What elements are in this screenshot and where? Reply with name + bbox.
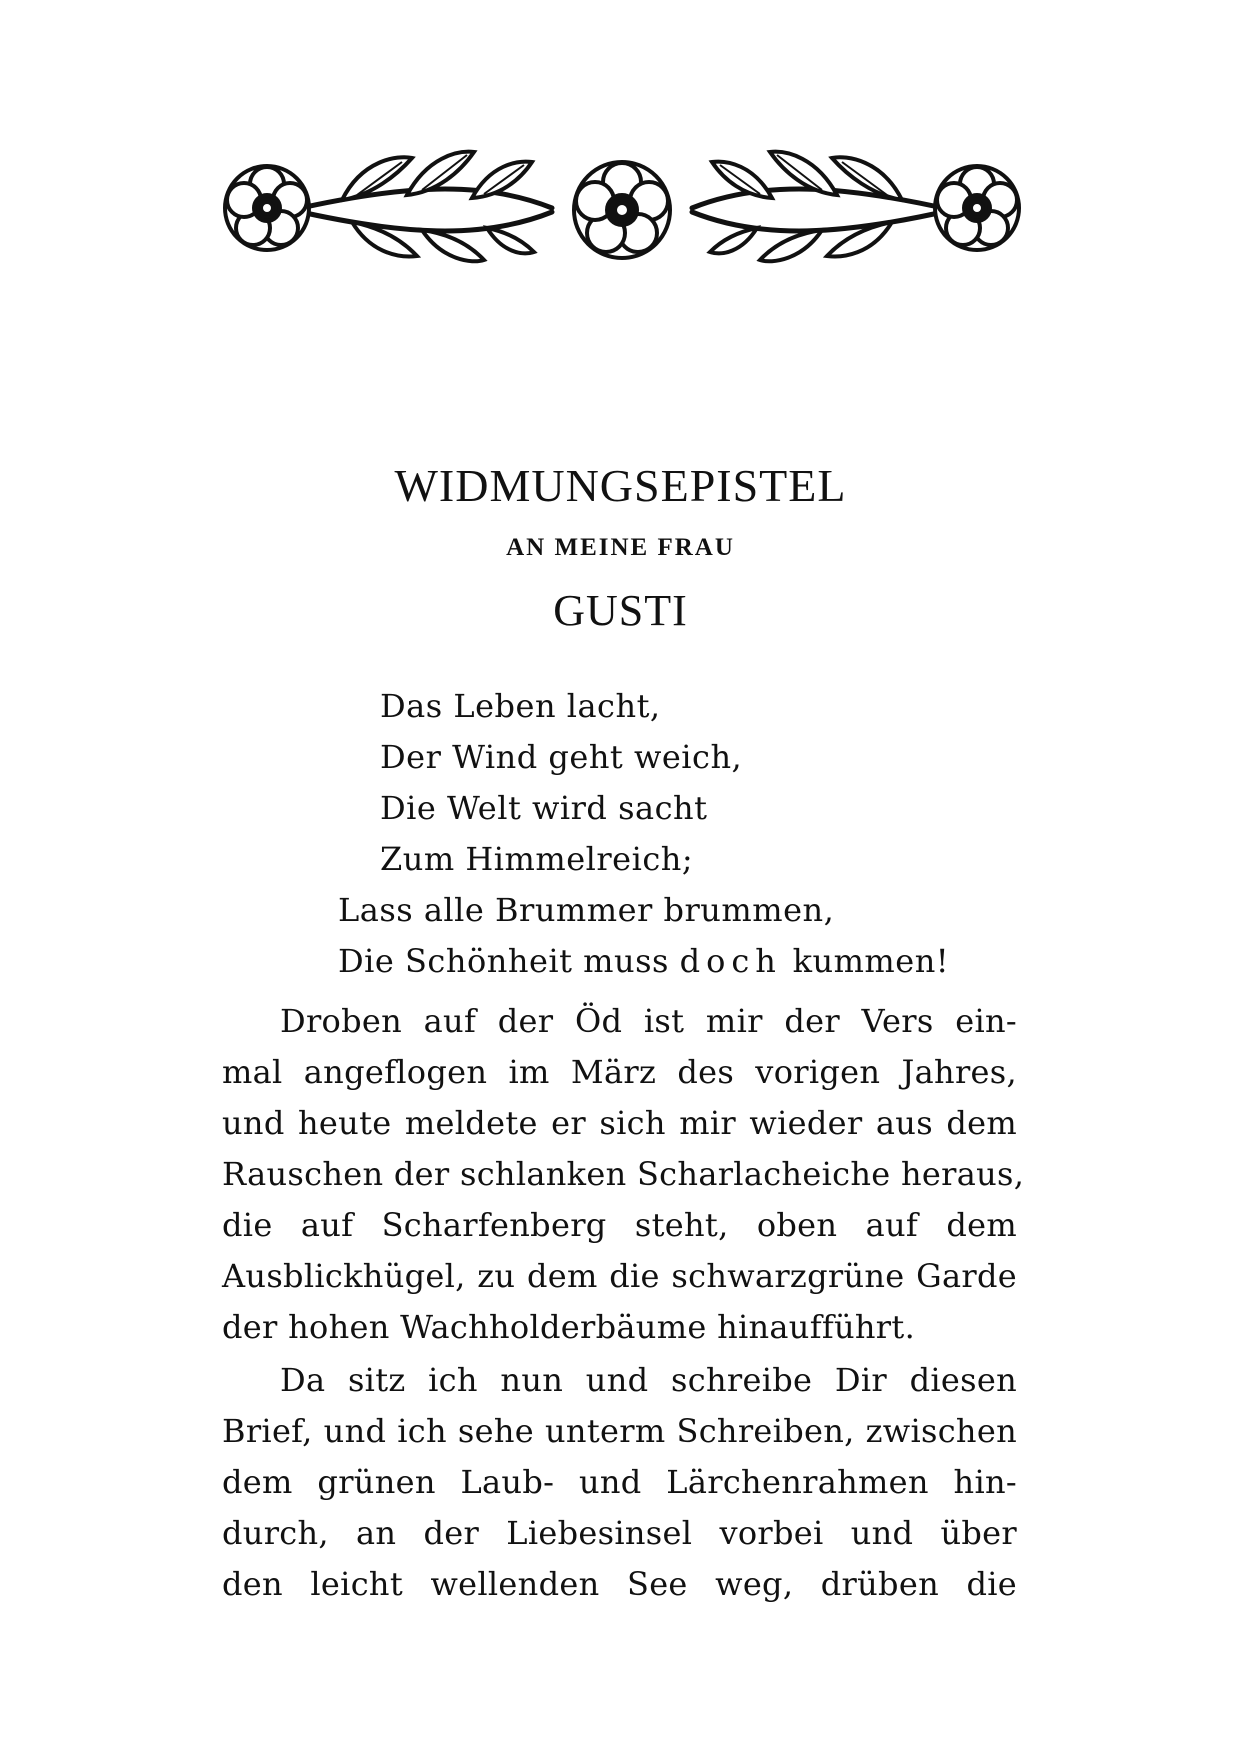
poem-emphasis: doch [679, 942, 782, 980]
dedicatee-name: GUSTI [553, 586, 688, 635]
poem-line-end: kummen! [781, 942, 950, 980]
poem-line [338, 936, 949, 987]
prose-line: durch, an der Liebesinsel vorbei und über [222, 1514, 1017, 1552]
poem-line: Zum Himmelreich; [380, 840, 694, 878]
prose-line: dem grünen Laub- und Lärchenrahmen hin- [222, 1463, 1017, 1501]
poem-line: Die Welt wird sacht [380, 789, 708, 827]
prose-line: mal angeflogen im März des vorigen Jahres, [222, 1053, 1017, 1091]
prose-line: Ausblickhügel, zu dem die schwarzgrüne Garde [222, 1257, 1017, 1295]
prose-line: Rauschen der schlanken Scharlacheiche heraus, [222, 1155, 1025, 1193]
poem-line-start: Die Schönheit muss [338, 942, 680, 980]
page-title: WIDMUNGSEPISTEL [394, 460, 847, 511]
poem-line: Das Leben lacht, [380, 687, 661, 725]
prose-line: Da sitz ich nun und schreibe Dir diesen [280, 1361, 1017, 1399]
prose-line: Brief, und ich sehe unterm Schreiben, zwischen [222, 1412, 1017, 1450]
prose-paragraph-1 [222, 996, 1025, 1353]
prose-line: den leicht wellenden See weg, drüben die [222, 1565, 1017, 1603]
prose-line: der hohen Wachholderbäume hinaufführt. [222, 1308, 916, 1346]
floral-ornament [222, 140, 1022, 270]
poem-line: Lass alle Brummer brummen, [338, 891, 835, 929]
prose-line: die auf Scharfenberg steht, oben auf dem [222, 1206, 1017, 1244]
dedication-subtitle: AN MEINE FRAU [506, 534, 735, 561]
prose-line: Droben auf der Öd ist mir der Vers ein- [280, 1002, 1017, 1040]
prose-paragraph-2 [222, 1355, 1017, 1610]
poem-line: Der Wind geht weich, [380, 738, 743, 776]
prose-line: und heute meldete er sich mir wieder aus dem [222, 1104, 1017, 1142]
